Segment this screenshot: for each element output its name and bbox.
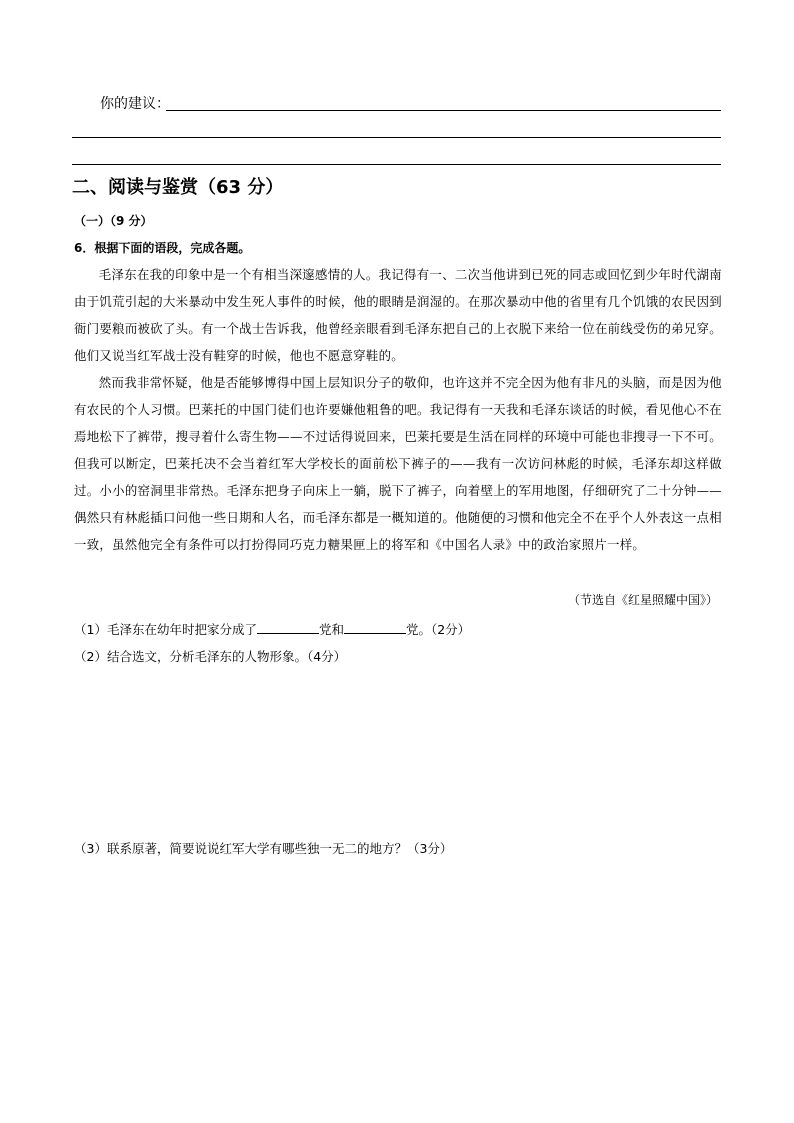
question-6-title: 6．根据下面的语段，完成各题。 — [74, 241, 251, 255]
answer-blank-1[interactable] — [257, 621, 319, 634]
reading-passage — [74, 261, 722, 558]
part-title: （一）（9 分） — [74, 214, 153, 228]
answer-blank-2[interactable] — [344, 621, 406, 634]
section-title: 二、阅读与鉴赏（63 分） — [72, 177, 284, 198]
sub-question-1-text-b: 党和 — [318, 622, 344, 637]
suggestion-answer-line-2[interactable] — [72, 137, 721, 138]
sub-question-1-text-c: 党。（2分） — [405, 622, 471, 637]
sub-question-2: （2）结合选文，分析毛泽东的人物形象。（4分） — [74, 649, 347, 664]
suggestion-label: 你的建议： — [100, 96, 170, 112]
passage-paragraph: 然而我非常怀疑，他是否能够博得中国上层知识分子的敬仰，也许这并不完全因为他有非凡的头脑，而是因为他有农民的个人习惯。巴莱托的中国门徒们也许要嫌他粗鲁的吧。我记得有一天我和毛泽东谈话的时候，看见他心不在焉地松下了裤带，搜寻着什么寄生物——不过话得说回来，巴莱托要是生活在同样的环境中可能也非搜寻一下不可。但我可以断定，巴莱托决不会当着红军大学校长的面前松下裤子的——我有一次访问林彪的时候，毛泽东却这样做过。小小的窑洞里非常热。毛泽东把身子向床上一躺，脱下了裤子，向着壁上的军用地图，仔细研究了二十分钟——偶然只有林彪插口问他一些日期和人名，而毛泽东都是一概知道的。他随便的习惯和他完全不在乎个人外表这一点相一致，虽然他完全有条件可以打扮得同巧克力糖果匣上的将军和《中国名人录》中的政治家照片一样。 — [74, 375, 722, 552]
sub-question-3: （3）联系原著，简要说说红军大学有哪些独一无二的地方？（3分） — [74, 841, 453, 856]
sub-question-1 — [74, 621, 470, 639]
passage-paragraph: 毛泽东在我的印象中是一个有相当深邃感情的人。我记得有一、二次当他讲到已死的同志或回忆到少年时代湖南由于饥荒引起的大米暴动中发生死人事件的时候，他的眼睛是润湿的。在那次暴动中他的省里有几个饥饿的农民因到衙门要粮而被砍了头。有一个战士告诉我，他曾经亲眼看到毛泽东把自己的上衣脱下来给一位在前线受伤的弟兄穿。他们又说当红军战士没有鞋穿的时候，他也不愿意穿鞋的。 — [74, 267, 722, 363]
suggestion-answer-line-3[interactable] — [72, 164, 721, 165]
suggestion-answer-line-1[interactable] — [166, 110, 721, 111]
passage-source: （节选自《红星照耀中国》） — [567, 593, 718, 607]
sub-question-1-text-a: （1）毛泽东在幼年时把家分成了 — [74, 622, 257, 637]
